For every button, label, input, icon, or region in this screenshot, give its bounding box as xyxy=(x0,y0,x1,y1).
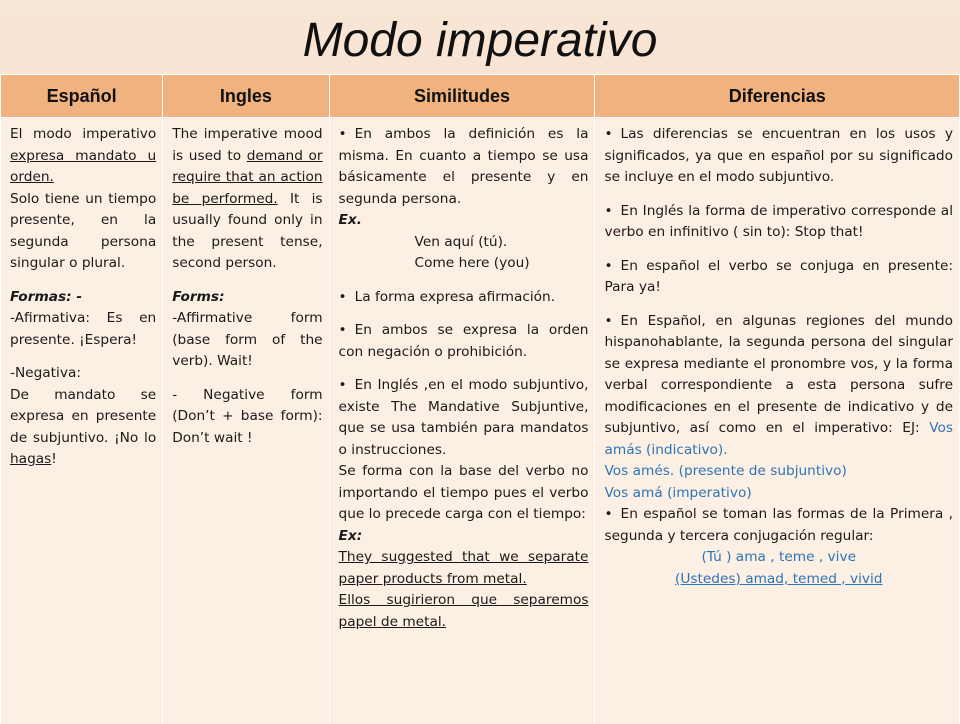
espanol-negativa xyxy=(10,385,156,471)
cell-similitudes xyxy=(329,118,595,724)
header-diferencias: Diferencias xyxy=(595,75,960,118)
similitudes-ex-label: Ex: xyxy=(339,526,589,548)
table-row xyxy=(1,118,960,724)
diferencias-item: • En español el verbo se conjuga en presente: Para ya! xyxy=(604,256,953,299)
diferencias-item: • Las diferencias se encuentran en los usos y significados, ya que en español por su significado se incluye en el modo subjuntivo. xyxy=(604,124,953,189)
header-espanol: Español xyxy=(1,75,163,118)
comparison-table xyxy=(0,74,960,724)
text: The imperative mood is used to xyxy=(172,126,322,164)
cell-ingles xyxy=(163,118,329,724)
ingles-affirmative: -Affirmative form (base form of the verb). Wait! xyxy=(172,308,322,373)
similitudes-ex-label: Ex. xyxy=(339,210,589,232)
diferencias-example: (Ustedes) amad, temed , vivid xyxy=(604,569,953,591)
text: El modo imperativo xyxy=(10,126,156,142)
similitudes-example: Come here (you) xyxy=(339,253,589,275)
ingles-definition xyxy=(172,124,322,275)
cell-espanol xyxy=(1,118,163,724)
similitudes-example: They suggested that we separate paper products from metal. xyxy=(339,547,589,590)
similitudes-item: • En Inglés ,en el modo subjuntivo, existe The Mandative Subjuntive, que se usa también para mandatos o instrucciones. xyxy=(339,375,589,461)
text: En Español, en algunas regiones del mundo hispanohablante, la segunda persona del singular se expresa mediante el pronombre vos, y la forma verbal correspondiente a esta persona sufre modificaciones en el presente de indicativo y de subjuntivo, así como en el imperativo: EJ: xyxy=(604,313,953,437)
ingles-forms-label: Forms: xyxy=(172,287,322,309)
diferencias-example: (Tú ) ama , teme , vive xyxy=(604,547,953,569)
text-underlined: expresa mandato u orden. xyxy=(10,148,156,186)
page-title: Modo imperativo xyxy=(0,0,960,74)
table-header-row xyxy=(1,75,960,118)
similitudes-item: • En ambos la definición es la misma. En cuanto a tiempo se usa básicamente el presente y en segunda persona. xyxy=(339,124,589,210)
similitudes-item: • La forma expresa afirmación. xyxy=(339,287,589,309)
text-blue: Vos amás (indicativo). xyxy=(604,420,953,458)
text: It is usually found only in the present tense, second person. xyxy=(172,191,322,272)
text-underlined: demand or require that an action be performed. xyxy=(172,148,322,207)
header-ingles: Ingles xyxy=(163,75,329,118)
similitudes-example: Ellos sugirieron que separemos papel de metal. xyxy=(339,590,589,633)
ingles-negative: - Negative form (Don’t + base form): Don’t wait ! xyxy=(172,385,322,450)
espanol-formas-label: Formas: - xyxy=(10,287,156,309)
cell-diferencias xyxy=(595,118,960,724)
text: De mandato se expresa en presente de subjuntivo. ¡No lo xyxy=(10,387,156,446)
espanol-afirmativa: -Afirmativa: Es en presente. ¡Espera! xyxy=(10,308,156,351)
text-underlined: hagas xyxy=(10,451,51,467)
diferencias-example: Vos amá (imperativo) xyxy=(604,483,953,505)
text: ! xyxy=(51,451,57,467)
header-similitudes: Similitudes xyxy=(329,75,595,118)
diferencias-item: • En Inglés la forma de imperativo corresponde al verbo en infinitivo ( sin to): Stop that! xyxy=(604,201,953,244)
diferencias-example: Vos amés. (presente de subjuntivo) xyxy=(604,461,953,483)
diferencias-item: • En español se toman las formas de la Primera , segunda y tercera conjugación regular: xyxy=(604,504,953,547)
espanol-definition xyxy=(10,124,156,189)
similitudes-item: • En ambos se expresa la orden con negación o prohibición. xyxy=(339,320,589,363)
espanol-tense: Solo tiene un tiempo presente, en la segunda persona singular o plural. xyxy=(10,189,156,275)
similitudes-example: Ven aquí (tú). xyxy=(339,232,589,254)
diferencias-item xyxy=(604,311,953,462)
espanol-negativa-label: -Negativa: xyxy=(10,363,156,385)
similitudes-text: Se forma con la base del verbo no importando el tiempo pues el verbo que lo precede carga con el tiempo: xyxy=(339,461,589,526)
